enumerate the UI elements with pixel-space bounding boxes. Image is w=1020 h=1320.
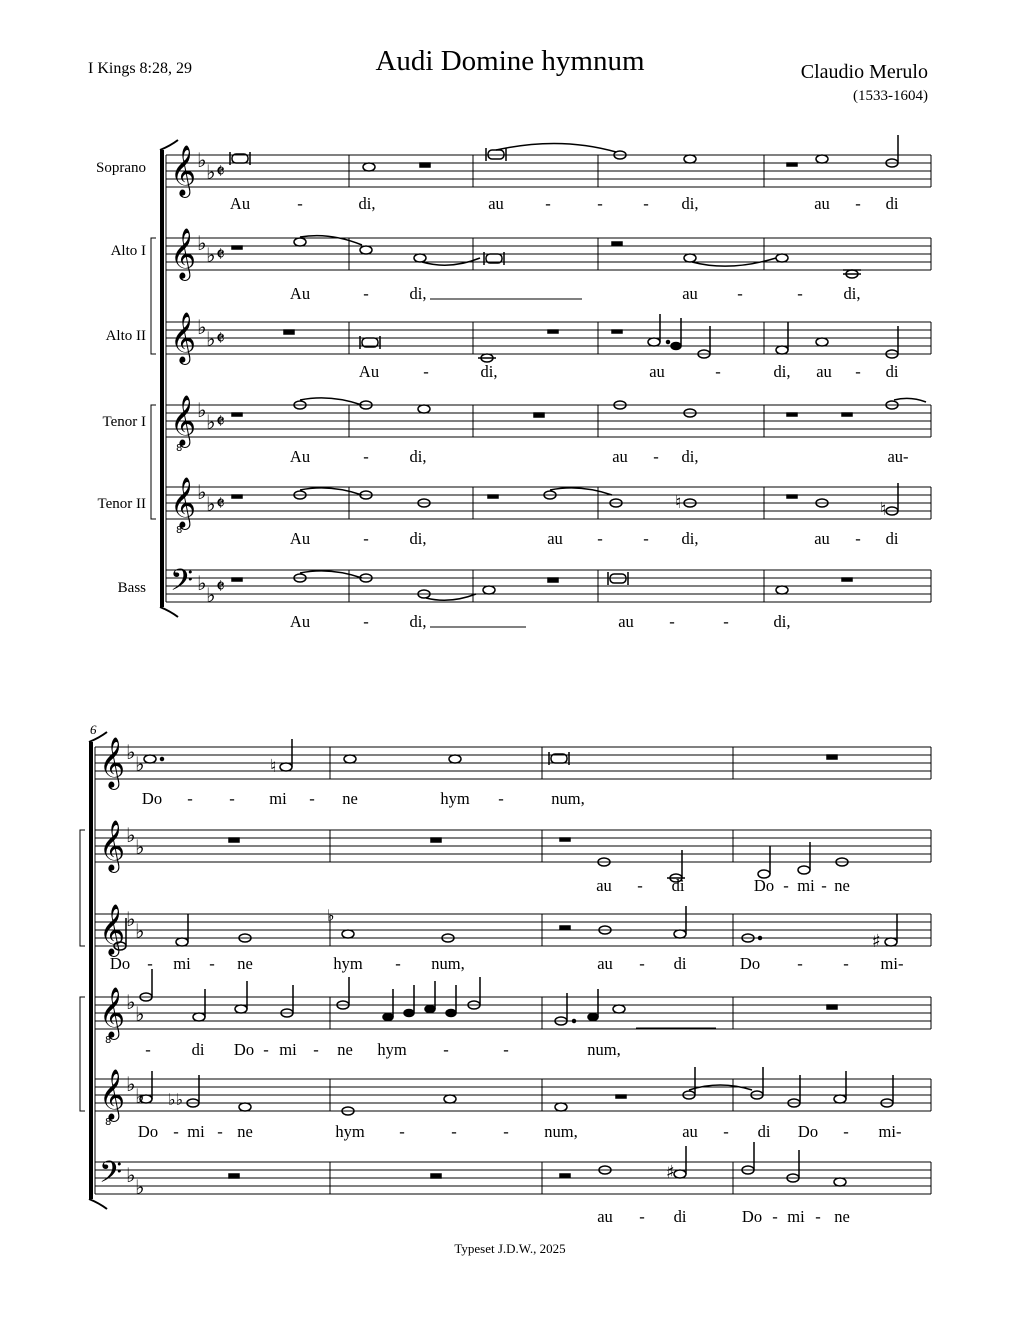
lyric-syllable: - <box>815 1207 821 1226</box>
lyric-syllable: di, <box>409 284 427 303</box>
svg-text:♭: ♭ <box>126 1072 136 1096</box>
lyric-syllable: Au <box>289 447 311 466</box>
lyric-syllable: di, <box>681 194 699 213</box>
lyric-syllable: - <box>363 284 369 303</box>
lyric-syllable: Do <box>797 1122 819 1141</box>
lyric-syllable: di, <box>681 447 699 466</box>
lyric-syllable: - <box>443 1040 449 1059</box>
treble-clef-8vb-icon: 𝄞 <box>99 1069 126 1120</box>
lyric-syllable: di <box>671 876 685 895</box>
lyric-syllable: - <box>173 1122 179 1141</box>
lyric-syllable: ne <box>237 1122 253 1141</box>
voice-label-alto-2: Alto II <box>105 328 146 344</box>
lyric-syllable: - <box>855 194 861 213</box>
lyric-syllable: di <box>885 362 899 381</box>
lyric-syllable: au <box>814 529 830 548</box>
lyric-syllable: - <box>423 362 429 381</box>
lyric-syllable: Do <box>739 954 761 973</box>
lyric-syllable: - <box>723 612 729 631</box>
lyric-syllable: Do <box>753 876 775 895</box>
svg-text:♭: ♭ <box>197 398 207 422</box>
svg-text:𝄵: 𝄵 <box>216 491 225 515</box>
treble-clef-icon: 𝄞 <box>170 312 197 363</box>
lyric-syllable: num, <box>431 954 465 973</box>
lyric-syllable: di, <box>409 612 427 631</box>
lyric-syllable: Au <box>229 194 251 213</box>
lyric-syllable: - <box>145 1040 151 1059</box>
lyric-syllable: di <box>885 529 899 548</box>
staff-alto-2 <box>95 914 931 946</box>
lyric-syllable: hym <box>440 789 470 808</box>
svg-text:♭♭: ♭♭ <box>168 1090 184 1109</box>
lyric-syllable: - <box>451 1122 457 1141</box>
voice-label-alto-1: Alto I <box>110 243 146 259</box>
staff-bass <box>95 1162 931 1194</box>
lyric-syllable: - <box>313 1040 319 1059</box>
lyric-syllable: Au <box>358 362 380 381</box>
lyric-syllable: ne <box>337 1040 353 1059</box>
bass-clef-icon: 𝄢 <box>170 564 194 605</box>
lyric-syllable: - <box>309 789 315 808</box>
svg-text:♮: ♮ <box>675 492 682 513</box>
lyric-syllable: - <box>843 1122 849 1141</box>
lyric-syllable: au <box>816 362 832 381</box>
system-bracket <box>80 732 107 1209</box>
svg-text:♭: ♭ <box>197 571 207 595</box>
lyric-syllable: num, <box>551 789 585 808</box>
svg-text:♭: ♭ <box>126 907 136 931</box>
lyric-syllable: - <box>399 1122 405 1141</box>
lyric-syllable: di, <box>843 284 861 303</box>
lyric-syllable: ne <box>342 789 358 808</box>
svg-text:♯: ♯ <box>872 931 881 952</box>
lyric-syllable: di, <box>358 194 376 213</box>
staff-soprano <box>95 747 931 779</box>
lyric-syllable: - <box>187 789 193 808</box>
treble-clef-8vb-icon: 𝄞 <box>99 987 126 1038</box>
lyric-syllable: au <box>596 876 612 895</box>
svg-text:♭: ♭ <box>206 327 216 351</box>
lyric-syllable: - <box>643 529 649 548</box>
treble-clef-8vb-icon: 𝄞 <box>170 395 197 446</box>
svg-text:♭: ♭ <box>135 752 145 776</box>
lyric-syllable: - <box>363 447 369 466</box>
lyric-syllable: mi <box>173 954 191 973</box>
lyric-syllable: - <box>297 194 303 213</box>
staff-tenor-2 <box>95 1079 931 1111</box>
svg-text:𝄵: 𝄵 <box>216 159 225 183</box>
lyric-syllable: mi <box>269 789 287 808</box>
typesetter-credit: Typeset J.D.W., 2025 <box>454 1241 566 1256</box>
lyric-syllable: - <box>229 789 235 808</box>
lyric-syllable: - <box>503 1040 509 1059</box>
svg-text:♭: ♭ <box>126 823 136 847</box>
lyric-syllable: - <box>855 529 861 548</box>
lyric-syllable: au <box>597 1207 613 1226</box>
bass-clef-icon: 𝄢 <box>99 1156 123 1197</box>
svg-text:♭: ♭ <box>135 835 145 859</box>
lyric-syllable: - <box>639 1207 645 1226</box>
lyric-syllable: - <box>263 1040 269 1059</box>
staff-alto-1 <box>95 830 931 862</box>
lyric-syllable: - <box>723 1122 729 1141</box>
lyric-syllable: - <box>637 876 643 895</box>
lyric-syllable: au <box>547 529 563 548</box>
staff-tenor-1 <box>95 997 931 1029</box>
lyric-syllable: ne <box>237 954 253 973</box>
lyric-syllable: di, <box>409 447 427 466</box>
svg-text:𝄵: 𝄵 <box>216 409 225 433</box>
lyric-syllable: - <box>737 284 743 303</box>
lyric-syllable: mi- <box>880 954 904 973</box>
lyric-syllable: di <box>757 1122 771 1141</box>
lyric-syllable: num, <box>544 1122 578 1141</box>
voice-label-bass: Bass <box>117 580 146 596</box>
lyric-syllable: - <box>209 954 215 973</box>
piece-title: Audi Domine hymnum <box>375 45 645 77</box>
lyric-syllable: au <box>612 447 628 466</box>
lyric-syllable: Do <box>109 954 131 973</box>
lyric-syllable: au- <box>887 447 909 466</box>
svg-text:♭: ♭ <box>197 480 207 504</box>
voice-label-tenor-2: Tenor II <box>97 496 146 512</box>
lyric-syllable: - <box>669 612 675 631</box>
svg-text:♭: ♭ <box>126 1163 136 1187</box>
composer-dates: (1533-1604) <box>853 88 928 104</box>
lyric-syllable: - <box>643 194 649 213</box>
lyric-syllable: - <box>597 194 603 213</box>
lyric-syllable: ne <box>834 876 850 895</box>
svg-text:♭: ♭ <box>126 990 136 1014</box>
lyric-syllable: - <box>772 1207 778 1226</box>
lyric-syllable: - <box>147 954 153 973</box>
lyric-syllable: Do <box>741 1207 763 1226</box>
scripture-reference: I Kings 8:28, 29 <box>88 60 192 77</box>
lyric-syllable: mi <box>797 876 815 895</box>
svg-text:♭: ♭ <box>197 148 207 172</box>
svg-text:8: 8 <box>105 1035 112 1046</box>
svg-text:♭: ♭ <box>197 315 207 339</box>
svg-text:♮: ♮ <box>270 756 277 777</box>
lyric-syllable: di <box>885 194 899 213</box>
lyric-syllable: di <box>673 954 687 973</box>
lyric-syllable: au <box>682 284 698 303</box>
lyric-syllable: - <box>545 194 551 213</box>
svg-text:8: 8 <box>105 1117 112 1128</box>
lyric-syllable: Do <box>141 789 163 808</box>
svg-text:8: 8 <box>176 443 183 454</box>
lyric-syllable: au <box>649 362 665 381</box>
lyric-syllable: mi <box>787 1207 805 1226</box>
lyric-syllable: num, <box>587 1040 621 1059</box>
svg-text:♭: ♭ <box>135 1175 145 1199</box>
lyric-syllable: - <box>498 789 504 808</box>
svg-text:♭: ♭ <box>206 583 216 607</box>
svg-text:♭: ♭ <box>206 410 216 434</box>
svg-text:8: 8 <box>176 525 183 536</box>
lyric-syllable: Do <box>233 1040 255 1059</box>
lyric-syllable: di <box>191 1040 205 1059</box>
lyric-syllable: di, <box>773 362 791 381</box>
lyric-syllable: - <box>503 1122 509 1141</box>
treble-clef-icon: 𝄞 <box>170 145 197 196</box>
lyric-syllable: Au <box>289 612 311 631</box>
lyric-syllable: Au <box>289 529 311 548</box>
lyric-syllable: mi <box>187 1122 205 1141</box>
svg-text:♭: ♭ <box>206 243 216 267</box>
svg-text:♭: ♭ <box>135 1002 145 1026</box>
lyric-syllable: - <box>363 529 369 548</box>
lyric-syllable: - <box>395 954 401 973</box>
svg-text:𝄵: 𝄵 <box>216 574 225 598</box>
lyric-syllable: - <box>821 876 827 895</box>
lyric-syllable: - <box>855 362 861 381</box>
treble-clef-icon: 𝄞 <box>99 820 126 871</box>
lyric-syllable: Au <box>289 284 311 303</box>
lyric-syllable: - <box>597 529 603 548</box>
treble-clef-icon: 𝄞 <box>99 904 126 955</box>
lyric-syllable: mi <box>279 1040 297 1059</box>
lyric-syllable: - <box>843 954 849 973</box>
treble-clef-8vb-icon: 𝄞 <box>170 477 197 528</box>
lyric-syllable: - <box>639 954 645 973</box>
lyric-syllable: mi- <box>878 1122 902 1141</box>
lyric-syllable: au <box>814 194 830 213</box>
lyric-syllable: hym <box>377 1040 407 1059</box>
lyric-syllable: hym <box>333 954 363 973</box>
measure-number: 6 <box>90 722 97 737</box>
svg-text:♭: ♭ <box>135 1084 145 1108</box>
lyric-syllable: di <box>673 1207 687 1226</box>
lyric-syllable: hym <box>335 1122 365 1141</box>
composer-name: Claudio Merulo <box>800 61 928 83</box>
svg-text:𝄵: 𝄵 <box>216 326 225 350</box>
lyric-syllable: Do <box>137 1122 159 1141</box>
voice-label-soprano: Soprano <box>96 160 146 176</box>
lyric-syllable: - <box>715 362 721 381</box>
treble-clef-icon: 𝄞 <box>170 228 197 279</box>
lyric-syllable: au <box>488 194 504 213</box>
svg-text:♭: ♭ <box>206 160 216 184</box>
lyric-syllable: ne <box>834 1207 850 1226</box>
lyric-syllable: di, <box>681 529 699 548</box>
svg-text:♭: ♭ <box>327 906 335 925</box>
lyric-syllable: au <box>618 612 634 631</box>
lyric-syllable: - <box>797 954 803 973</box>
lyric-syllable: - <box>217 1122 223 1141</box>
svg-text:♯: ♯ <box>666 1162 675 1183</box>
svg-text:♭: ♭ <box>135 919 145 943</box>
svg-text:♭: ♭ <box>197 231 207 255</box>
lyric-syllable: - <box>783 876 789 895</box>
lyric-syllable: au <box>682 1122 698 1141</box>
lyric-syllable: - <box>797 284 803 303</box>
voice-label-tenor-1: Tenor I <box>102 414 146 430</box>
lyric-syllable: di, <box>409 529 427 548</box>
lyric-syllable: - <box>653 447 659 466</box>
treble-clef-icon: 𝄞 <box>99 737 126 788</box>
svg-text:♭: ♭ <box>126 740 136 764</box>
svg-text:♭: ♭ <box>206 492 216 516</box>
lyric-syllable: au <box>597 954 613 973</box>
svg-text:𝄵: 𝄵 <box>216 242 225 266</box>
lyric-syllable: - <box>363 612 369 631</box>
lyric-syllable: di, <box>773 612 791 631</box>
svg-text:♮: ♮ <box>880 499 887 520</box>
lyric-syllable: di, <box>480 362 498 381</box>
